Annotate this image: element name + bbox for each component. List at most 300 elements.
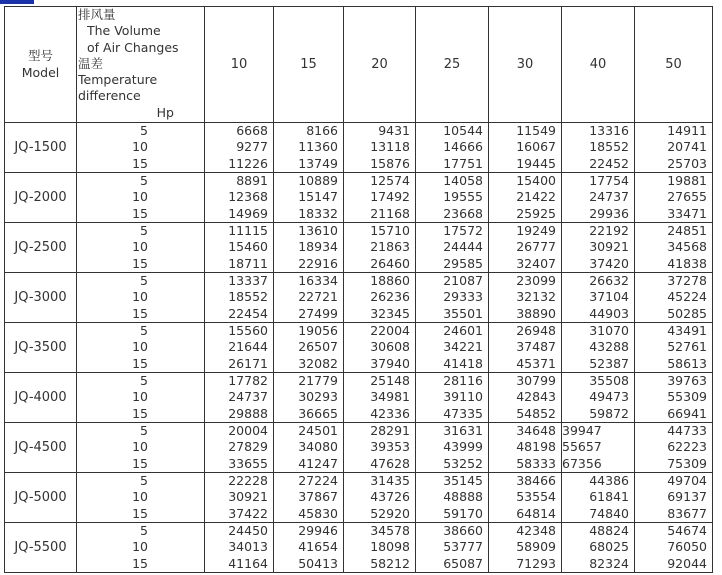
air-volume-value: 30921 [589, 239, 629, 255]
value-cell [416, 173, 489, 223]
air-volume-value: 49473 [589, 389, 629, 405]
value-cell [344, 223, 416, 273]
temp-header-cn: 温差 [78, 55, 104, 71]
air-volume-value: 58212 [370, 555, 410, 571]
air-volume-value: 44733 [667, 423, 707, 439]
table-row [5, 273, 713, 323]
value-cell [489, 123, 562, 173]
model-cell: JQ-4500 [5, 423, 77, 473]
model-cell: JQ-5500 [5, 523, 77, 573]
air-volume-value: 34080 [298, 439, 338, 455]
value-cell [635, 523, 713, 573]
air-volume-value: 37940 [370, 355, 410, 371]
air-volume-value: 58613 [667, 355, 707, 371]
air-volume-value: 34221 [443, 339, 483, 355]
value-cell [344, 523, 416, 573]
air-volume-value: 16067 [516, 139, 556, 155]
air-volume-value: 41247 [298, 455, 338, 471]
air-volume-value: 48198 [516, 439, 556, 455]
air-volume-value: 37278 [667, 273, 707, 289]
air-volume-value: 14911 [667, 123, 707, 139]
temperature-cell [77, 123, 205, 173]
temperature-value: 5 [140, 123, 148, 139]
air-volume-value: 27499 [298, 305, 338, 321]
air-volume-value: 42336 [370, 405, 410, 421]
air-volume-value: 27655 [667, 189, 707, 205]
value-cell [489, 523, 562, 573]
value-cell [344, 123, 416, 173]
air-volume-value: 26948 [516, 323, 556, 339]
value-cell [416, 123, 489, 173]
air-volume-value: 19445 [516, 155, 556, 171]
temperature-cell [77, 173, 205, 223]
air-volume-value: 43288 [589, 339, 629, 355]
air-volume-value: 14058 [443, 173, 483, 189]
air-volume-value: 24737 [589, 189, 629, 205]
air-volume-value: 8891 [236, 173, 268, 189]
air-volume-value: 21087 [443, 273, 483, 289]
air-volume-value: 15460 [228, 239, 268, 255]
value-cell [274, 123, 344, 173]
air-volume-value: 42348 [516, 523, 556, 539]
table-row [5, 423, 713, 473]
air-volume-value: 34578 [370, 523, 410, 539]
air-volume-value: 9431 [378, 123, 410, 139]
column-header: 40 [562, 7, 635, 123]
value-cell [274, 273, 344, 323]
air-volume-value: 64814 [516, 505, 556, 521]
air-volume-value: 25148 [370, 373, 410, 389]
value-cell [635, 173, 713, 223]
column-header: 50 [635, 7, 713, 123]
air-volume-value: 47335 [443, 405, 483, 421]
air-volume-value: 20741 [667, 139, 707, 155]
air-volume-value: 13337 [228, 273, 268, 289]
model-cell: JQ-3500 [5, 323, 77, 373]
air-volume-value: 28291 [370, 423, 410, 439]
value-cell [274, 173, 344, 223]
air-volume-value: 52387 [589, 355, 629, 371]
air-volume-value: 53554 [516, 489, 556, 505]
air-volume-value: 8166 [306, 123, 338, 139]
temperature-value: 15 [132, 305, 148, 321]
air-volume-value: 24851 [667, 223, 707, 239]
temperature-cell [77, 323, 205, 373]
model-cell: JQ-5000 [5, 473, 77, 523]
value-cell [489, 373, 562, 423]
value-cell [635, 373, 713, 423]
value-cell [562, 223, 635, 273]
air-volume-value: 35145 [443, 473, 483, 489]
air-volume-value: 24444 [443, 239, 483, 255]
air-volume-value: 11226 [228, 155, 268, 171]
air-volume-value: 52761 [667, 339, 707, 355]
air-volume-value: 12368 [228, 189, 268, 205]
air-volume-value: 26632 [589, 273, 629, 289]
temperature-value: 15 [132, 555, 148, 571]
table-header-row [5, 7, 713, 123]
temperature-value: 10 [132, 439, 148, 455]
value-cell [205, 323, 274, 373]
air-volume-value: 29946 [298, 523, 338, 539]
temperature-value: 15 [132, 355, 148, 371]
value-cell [344, 273, 416, 323]
air-volume-value: 14666 [443, 139, 483, 155]
temperature-value: 5 [140, 473, 148, 489]
temperature-value: 5 [140, 423, 148, 439]
air-volume-value: 21779 [298, 373, 338, 389]
temperature-value: 5 [140, 523, 148, 539]
value-cell [562, 123, 635, 173]
column-header: 30 [489, 7, 562, 123]
value-cell [562, 273, 635, 323]
value-cell [205, 223, 274, 273]
air-volume-value: 25703 [667, 155, 707, 171]
air-volume-value: 43491 [667, 323, 707, 339]
value-cell [205, 273, 274, 323]
value-cell [205, 123, 274, 173]
value-cell [635, 123, 713, 173]
air-volume-value: 31435 [370, 473, 410, 489]
air-volume-value: 13118 [370, 139, 410, 155]
value-cell [274, 423, 344, 473]
air-volume-value: 39763 [667, 373, 707, 389]
air-change-table [4, 6, 713, 573]
air-volume-value: 25925 [516, 205, 556, 221]
value-cell [274, 323, 344, 373]
air-volume-value: 55309 [667, 389, 707, 405]
value-cell [635, 423, 713, 473]
temperature-value: 10 [132, 239, 148, 255]
value-cell [635, 223, 713, 273]
value-cell [416, 473, 489, 523]
air-volume-value: 11115 [228, 223, 268, 239]
model-cell: JQ-1500 [5, 123, 77, 173]
air-volume-value: 29888 [228, 405, 268, 421]
air-volume-value: 30293 [298, 389, 338, 405]
value-cell [562, 423, 635, 473]
air-volume-value: 14969 [228, 205, 268, 221]
air-volume-value: 6668 [236, 123, 268, 139]
table-row [5, 373, 713, 423]
table-row [5, 173, 713, 223]
air-volume-value: 35508 [589, 373, 629, 389]
air-volume-value: 38890 [516, 305, 556, 321]
air-volume-value: 31070 [589, 323, 629, 339]
air-volume-value: 50413 [298, 555, 338, 571]
air-volume-value: 18098 [370, 539, 410, 555]
air-volume-value: 37867 [298, 489, 338, 505]
temperature-value: 15 [132, 455, 148, 471]
air-volume-value: 41164 [228, 555, 268, 571]
value-cell [205, 473, 274, 523]
air-volume-value: 30921 [228, 489, 268, 505]
heading-decoration [0, 0, 34, 4]
air-volume-value: 82324 [589, 555, 629, 571]
air-volume-value: 21422 [516, 189, 556, 205]
air-volume-value: 11360 [298, 139, 338, 155]
air-volume-value: 20004 [228, 423, 268, 439]
air-volume-value: 19056 [298, 323, 338, 339]
value-cell [635, 323, 713, 373]
volume-header-en-2: of Air Changes [87, 39, 179, 55]
model-column-header [5, 7, 77, 123]
table-row [5, 223, 713, 273]
value-cell [562, 473, 635, 523]
air-volume-value: 32345 [370, 305, 410, 321]
volume-header-cn: 排风量 [78, 7, 116, 22]
air-volume-value: 42843 [516, 389, 556, 405]
model-cell: JQ-3000 [5, 273, 77, 323]
value-cell [416, 273, 489, 323]
air-volume-value: 45371 [516, 355, 556, 371]
air-volume-value: 65087 [443, 555, 483, 571]
temperature-value: 15 [132, 155, 148, 171]
value-cell [344, 373, 416, 423]
temperature-cell [77, 473, 205, 523]
air-volume-value: 13610 [298, 223, 338, 239]
air-volume-value: 52920 [370, 505, 410, 521]
air-volume-value: 61841 [589, 489, 629, 505]
air-volume-value: 32407 [516, 255, 556, 271]
value-cell [416, 523, 489, 573]
air-volume-value: 19881 [667, 173, 707, 189]
temperature-value: 10 [132, 189, 148, 205]
air-volume-value: 27829 [228, 439, 268, 455]
air-volume-value: 12574 [370, 173, 410, 189]
table-row [5, 323, 713, 373]
value-cell [635, 473, 713, 523]
value-cell [344, 473, 416, 523]
value-cell [562, 523, 635, 573]
temperature-value: 10 [132, 389, 148, 405]
value-cell [489, 323, 562, 373]
model-cell: JQ-4000 [5, 373, 77, 423]
model-cell: JQ-2500 [5, 223, 77, 273]
air-volume-value: 34981 [370, 389, 410, 405]
temperature-value: 15 [132, 505, 148, 521]
air-volume-value: 24601 [443, 323, 483, 339]
air-volume-value: 22192 [589, 223, 629, 239]
air-volume-value: 53252 [443, 455, 483, 471]
air-volume-value: 39110 [443, 389, 483, 405]
air-volume-value: 41654 [298, 539, 338, 555]
air-volume-value: 50285 [667, 305, 707, 321]
air-volume-value: 22452 [589, 155, 629, 171]
air-volume-value: 41418 [443, 355, 483, 371]
air-volume-value: 76050 [667, 539, 707, 555]
table-row [5, 123, 713, 173]
air-volume-value: 23668 [443, 205, 483, 221]
value-cell [489, 473, 562, 523]
air-volume-value: 18552 [228, 289, 268, 305]
air-volume-value: 44903 [589, 305, 629, 321]
model-cell: JQ-2000 [5, 173, 77, 223]
air-volume-value: 27224 [298, 473, 338, 489]
value-cell [274, 223, 344, 273]
air-volume-value: 22228 [228, 473, 268, 489]
air-volume-value: 92044 [667, 555, 707, 571]
air-volume-value: 48888 [443, 489, 483, 505]
temperature-value: 15 [132, 205, 148, 221]
air-volume-value: 26236 [370, 289, 410, 305]
air-volume-value: 32132 [516, 289, 556, 305]
air-volume-value: 17572 [443, 223, 483, 239]
air-volume-value: 26777 [516, 239, 556, 255]
value-cell [489, 423, 562, 473]
air-volume-value: 18711 [228, 255, 268, 271]
air-volume-value: 30608 [370, 339, 410, 355]
air-volume-value: 30799 [516, 373, 556, 389]
air-volume-value: 45830 [298, 505, 338, 521]
air-volume-value: 54852 [516, 405, 556, 421]
air-volume-value: 15876 [370, 155, 410, 171]
temperature-cell [77, 273, 205, 323]
air-volume-value: 21644 [228, 339, 268, 355]
air-volume-value: 15147 [298, 189, 338, 205]
air-volume-value: 58909 [516, 539, 556, 555]
value-cell [274, 373, 344, 423]
air-volume-value: 71293 [516, 555, 556, 571]
model-header-en: Model [21, 64, 60, 80]
air-volume-value: 43999 [443, 439, 483, 455]
air-volume-value: 11549 [516, 123, 556, 139]
air-volume-value: 75309 [667, 455, 707, 471]
air-volume-value: 15710 [370, 223, 410, 239]
value-cell [344, 173, 416, 223]
value-cell [205, 523, 274, 573]
value-cell [205, 173, 274, 223]
air-volume-value: 48824 [589, 523, 629, 539]
air-volume-value: 67356 [562, 455, 602, 471]
model-header-cn: 型号 [27, 48, 53, 64]
air-volume-value: 16334 [298, 273, 338, 289]
column-header: 10 [205, 7, 274, 123]
air-volume-value: 21863 [370, 239, 410, 255]
air-volume-value: 17782 [228, 373, 268, 389]
temperature-value: 5 [140, 223, 148, 239]
air-volume-value: 24737 [228, 389, 268, 405]
column-header: 25 [416, 7, 489, 123]
air-volume-value: 68025 [589, 539, 629, 555]
value-cell [416, 423, 489, 473]
value-cell [274, 473, 344, 523]
value-cell [635, 273, 713, 323]
hp-header: Hp [156, 104, 174, 120]
temp-header-en-2: difference [78, 88, 141, 104]
column-header: 15 [274, 7, 344, 123]
temperature-value: 10 [132, 539, 148, 555]
air-volume-value: 24450 [228, 523, 268, 539]
air-volume-value: 74840 [589, 505, 629, 521]
air-volume-value: 28116 [443, 373, 483, 389]
air-volume-value: 29936 [589, 205, 629, 221]
air-volume-value: 17754 [589, 173, 629, 189]
air-volume-value: 39947 [562, 423, 602, 439]
value-cell [416, 223, 489, 273]
air-volume-value: 22916 [298, 255, 338, 271]
air-volume-value: 22004 [370, 323, 410, 339]
air-volume-value: 29585 [443, 255, 483, 271]
air-volume-value: 31631 [443, 423, 483, 439]
temperature-value: 10 [132, 289, 148, 305]
air-volume-value: 21168 [370, 205, 410, 221]
value-cell [344, 423, 416, 473]
value-cell [489, 273, 562, 323]
air-volume-value: 19249 [516, 223, 556, 239]
temperature-value: 5 [140, 273, 148, 289]
air-volume-value: 36665 [298, 405, 338, 421]
temperature-cell [77, 373, 205, 423]
air-volume-value: 59872 [589, 405, 629, 421]
table-row [5, 473, 713, 523]
value-cell [205, 423, 274, 473]
air-volume-value: 17492 [370, 189, 410, 205]
column-header: 20 [344, 7, 416, 123]
temperature-value: 10 [132, 139, 148, 155]
temperature-value: 15 [132, 255, 148, 271]
air-volume-value: 23099 [516, 273, 556, 289]
air-volume-value: 37104 [589, 289, 629, 305]
temperature-cell [77, 423, 205, 473]
air-volume-value: 39353 [370, 439, 410, 455]
temperature-value: 10 [132, 489, 148, 505]
air-volume-value: 53777 [443, 539, 483, 555]
air-volume-value: 59170 [443, 505, 483, 521]
air-volume-value: 43726 [370, 489, 410, 505]
temperature-value: 5 [140, 373, 148, 389]
air-volume-value: 18552 [589, 139, 629, 155]
air-volume-value: 24501 [298, 423, 338, 439]
air-volume-value: 38466 [516, 473, 556, 489]
air-volume-value: 22721 [298, 289, 338, 305]
air-volume-value: 47628 [370, 455, 410, 471]
air-volume-value: 15400 [516, 173, 556, 189]
air-volume-value: 83677 [667, 505, 707, 521]
air-volume-value: 26171 [228, 355, 268, 371]
air-volume-value: 44386 [589, 473, 629, 489]
air-volume-value: 18860 [370, 273, 410, 289]
air-volume-value: 26460 [370, 255, 410, 271]
air-volume-value: 18934 [298, 239, 338, 255]
air-volume-value: 34648 [516, 423, 556, 439]
air-volume-value: 55657 [562, 439, 602, 455]
value-cell [489, 173, 562, 223]
air-volume-value: 10889 [298, 173, 338, 189]
air-volume-value: 34568 [667, 239, 707, 255]
value-cell [205, 373, 274, 423]
air-volume-value: 66941 [667, 405, 707, 421]
air-volume-value: 58333 [516, 455, 556, 471]
temperature-cell [77, 223, 205, 273]
air-volume-value: 35501 [443, 305, 483, 321]
air-volume-value: 54674 [667, 523, 707, 539]
air-volume-value: 38660 [443, 523, 483, 539]
air-volume-value: 33471 [667, 205, 707, 221]
temperature-value: 5 [140, 173, 148, 189]
value-cell [489, 223, 562, 273]
air-volume-value: 49704 [667, 473, 707, 489]
air-volume-value: 26507 [298, 339, 338, 355]
air-volume-value: 15560 [228, 323, 268, 339]
value-cell [562, 323, 635, 373]
air-volume-value: 9277 [236, 139, 268, 155]
air-volume-value: 34013 [228, 539, 268, 555]
value-cell [562, 173, 635, 223]
value-cell [416, 323, 489, 373]
volume-header-en-1: The Volume [87, 23, 161, 39]
table-row [5, 523, 713, 573]
